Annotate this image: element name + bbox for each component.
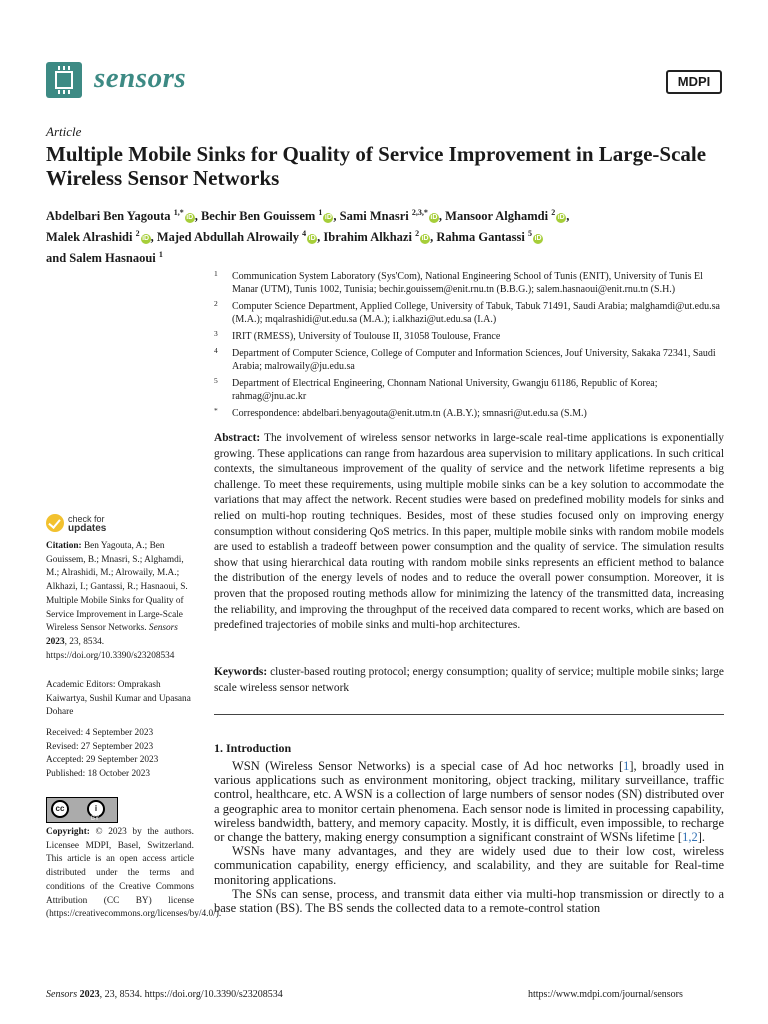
footer-citation: Sensors 2023, 23, 8534. https://doi.org/10.3390/s23208534 (46, 989, 283, 1000)
abstract-text: The involvement of wireless sensor networks in large-scale real-time applications is exponentially growing. These applications can range from hazardous area supervision to military applications. In such critical contexts, the simultaneous improvement of the quality of service and the network lifetime represents a big challenge. To meet these requirements, using multiple mobile sinks can be a key solution to accommodate the variations that may affect the network. Recent studies were based on predefined mobility models for sinks and relied on multi-hop routing techniques. Besides, most of these studies focused only on improving energy consumption without considering QoS metrics. In this paper, multiple mobile sinks with random mobile models are used to establish a tradeoff between power consumption and the quality of service. The simulation results show that using hierarchical data routing with random mobile sinks represents an efficient method to balance the distribution of the energy levels of nodes and to reduce the overall power consumption. Moreover, it is proven that the proposed routing methods allow for minimizing the latency of the transmitted data, increasing the reliability, and improving the throughput of the received data compared to recent works, which are based on predefined trajectories of mobile sinks and multi-hop architectures. (214, 432, 724, 632)
citation: Citation: Ben Yagouta, A.; Ben Gouissem, B.; Mnasri, S.; Alghamdi, M.; Alrashidi, M.; Alrowaily, M.A.; Alkhazi, I.; Gantassi, R.; Hasnaoui, S. Multiple Mobile Sinks for Quality of Service Improvement in Large-Scale Wireless Sensor Networks. Sensors 2023, 23, 8534. https://doi.org/10.3390/s23208534 (46, 541, 188, 661)
keywords-text: cluster-based routing protocol; energy consumption; quality of service; multiple mobile sinks; large scale wireless sensor network (214, 666, 724, 694)
abstract-label: Abstract: (214, 432, 261, 444)
dates (46, 727, 194, 782)
cc-by-license-badge[interactable]: cc i BY (46, 797, 118, 823)
article-type: Article (46, 124, 82, 139)
paragraph: WSN (Wireless Sensor Networks) is a special case of Ad hoc networks [1], broadly used in various applications such as environment monitoring, object tracking, military surveillance, traffic control, healthcare, etc. A WSN is a collection of large numbers of sensor nodes (SN) distributed over a geographic area to monitor certain phenomena. Each sensor node is limited in processing capability, wireless bandwidth, battery, and memory capacity. Mostly, it is difficult, even impossible, to recharge or change the battery, making energy consumption a significant constraint of WSNs lifetime [1,2]. (214, 759, 724, 845)
orcid-icon[interactable]: iD (142, 235, 150, 243)
divider (214, 714, 724, 715)
academic-editors: Academic Editors: Omprakash Kaiwartya, Sushil Kumar and Upasana Dohare (46, 680, 191, 718)
journal-logo[interactable] (46, 62, 82, 98)
received-date: Received: 4 September 2023 (46, 728, 154, 738)
orcid-icon[interactable]: iD (557, 214, 565, 222)
orcid-icon[interactable]: iD (421, 235, 429, 243)
publisher-logo[interactable]: MDPI (666, 70, 722, 94)
affiliation: 4 Department of Computer Science, College of Computer and Information Sciences, Jouf University, Sakaka 72341, Saudi Arabia; malrowaily@ju.edu.sa (214, 346, 716, 372)
published-date: Published: 18 October 2023 (46, 769, 151, 780)
citation-link[interactable]: 1 (623, 759, 630, 773)
citation-link[interactable]: 1,2 (682, 830, 698, 845)
orcid-icon[interactable]: iD (534, 235, 542, 243)
orcid-icon[interactable]: iD (430, 214, 438, 222)
introduction-body (214, 759, 724, 915)
check-icon (46, 514, 64, 532)
affiliation: 2 Computer Science Department, Applied College, University of Tabuk, Tabuk 71491, Saudi Arabia; malghamdi@ut.edu.sa (M.A.); mqalrashidi@ut.edu.sa (M.A.); i.alkhazi@ut.edu.sa (I.A.) (214, 299, 720, 325)
keywords (214, 665, 724, 696)
revised-date: Revised: 27 September 2023 (46, 741, 154, 752)
paper-title: Multiple Mobile Sinks for Quality of Service Improvement in Large-Scale Wireless Sensor Networks (46, 142, 707, 190)
affiliations (214, 270, 724, 424)
accepted-date: Accepted: 29 September 2023 (46, 755, 159, 766)
affiliation: 3 IRIT (RMESS), University of Toulouse II, 31058 Toulouse, France (214, 329, 501, 342)
cc-icon: cc (51, 800, 69, 818)
abstract (214, 431, 724, 634)
footer-journal-url[interactable]: https://www.mdpi.com/journal/sensors (528, 989, 683, 1000)
paragraph: The SNs can sense, process, and transmit data either via multi-hop transmission or directly to a base station (BS). The BS sends the collected data to a remote-control station (214, 886, 724, 916)
journal-name[interactable]: sensors (94, 62, 187, 94)
affiliation: 5 Department of Electrical Engineering, Chonnam National University, Gwangju 61186, Republic of Korea; rahmag@jnu.ac.kr (214, 376, 658, 402)
orcid-icon[interactable]: iD (324, 214, 332, 222)
affiliation: 1 Communication System Laboratory (Sys'Com), National Engineering School of Tunis (ENIT), University of Tunis El Manar (UTM), Tunis 1002, Tunisia; bechir.gouissem@enit.rnu.tn (B.B.G.); salem.hasnaoui@enit.rnu.tn (S.H.) (214, 269, 703, 295)
person-icon: i (87, 800, 105, 818)
paragraph: WSNs have many advantages, and they are widely used due to their low cost, wireless communication capability, energy efficiency, and scalability, and they are suitable for Real-time monitoring applications. (214, 844, 724, 887)
copyright-notice: Copyright: © 2023 by the authors. Licensee MDPI, Basel, Switzerland. This article is an open access article distributed under the terms and conditions of the Creative Commons Attribution (CC BY) license (https://creativecommons.org/licenses/by/4.0/). (46, 827, 222, 920)
section-heading: 1. Introduction (214, 741, 292, 755)
keywords-label: Keywords: (214, 666, 268, 678)
orcid-icon[interactable]: iD (186, 214, 194, 222)
correspondence: * Correspondence: abdelbari.benyagouta@enit.utm.tn (A.B.Y.); smnasri@ut.edu.sa (S.M.) (214, 406, 587, 419)
orcid-icon[interactable]: iD (308, 235, 316, 243)
author-list: Abdelbari Ben Yagouta $^{1,*}$iD , Bechir Ben Gouissem $^1$iD , Sami Mnasri $^{2,3,*}$iD , Mansoor Alghamdi $^2$iD , Malek Alrashidi $^2$iD , Majed Abdullah Alrowaily $^4$iD , Ibrahim Alkhazi $^2$iD , Rahma Gantassi $^5$iD and Salem Hasnaoui $^1$ (46, 208, 570, 266)
